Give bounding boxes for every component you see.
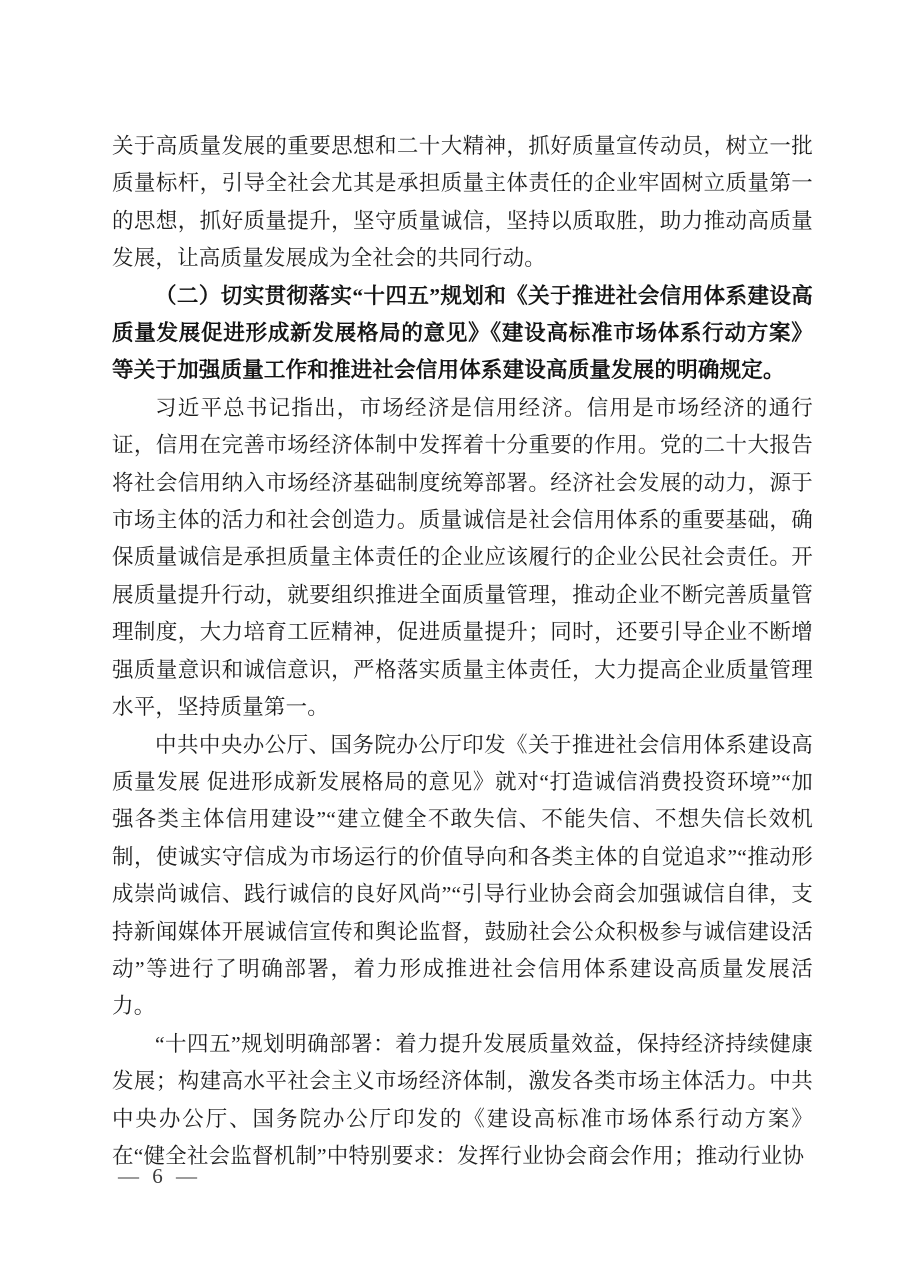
page-number: — 6 — [118,1164,201,1188]
paragraph: “十四五”规划明确部署：着力提升发展质量效益，保持经济持续健康发展；构建高水平社会主义市场经济体制，激发各类市场主体活力。中共中央办公厅、国务院办公厅印发的《建设高标准市场体系行动方案》在“健全社会监督机制”中特别要求：发挥行业协会商会作用；推动行业协 [112,1031,813,1168]
paragraph-continuation: 关于高质量发展的重要思想和二十大精神，抓好质量宣传动员，树立一批质量标杆，引导全社会尤其是承担质量主体责任的企业牢固树立质量第一的思想，抓好质量提升，坚守质量诚信，坚持以质取胜，助力推动高质量发展，让高质量发展成为全社会的共同行动。 [112,134,813,271]
paragraph: 中共中央办公厅、国务院办公厅印发《关于推进社会信用体系建设高质量发展 促进形成新发展格局的意见》就对“打造诚信消费投资环境”“加强各类主体信用建设”“建立健全不敢失信、不能失信、不想失信长效机制，使诚实守信成为市场运行的价值导向和各类主体的自觉追求”“推动形成崇尚诚信、践行诚信的良好风尚”“引导行业协会商会加强诚信自律，支持新闻媒体开展诚信宣传和舆论监督，鼓励社会公众积极参与诚信建设活动”等进行了明确部署，着力形成推进社会信用体系建设高质量发展活力。 [112,732,813,1019]
document-body [112,128,813,1175]
paragraph: 习近平总书记指出，市场经济是信用经济。信用是市场经济的通行证，信用在完善市场经济体制中发挥着十分重要的作用。党的二十大报告将社会信用纳入市场经济基础制度统筹部署。经济社会发展的动力，源于市场主体的活力和社会创造力。质量诚信是社会信用体系的重要基础，确保质量诚信是承担质量主体责任的企业应该履行的企业公民社会责任。开展质量提升行动，就要组织推进全面质量管理，推动企业不断完善质量管理制度，大力培育工匠精神，促进质量提升；同时，还要引导企业不断增强质量意识和诚信意识，严格落实质量主体责任，大力提高企业质量管理水平，坚持质量第一。 [112,395,813,720]
section-heading: （二）切实贯彻落实“十四五”规划和《关于推进社会信用体系建设高质量发展促进形成新发展格局的意见》《建设高标准市场体系行动方案》等关于加强质量工作和推进社会信用体系建设高质量发展的明确规定。 [112,283,813,383]
